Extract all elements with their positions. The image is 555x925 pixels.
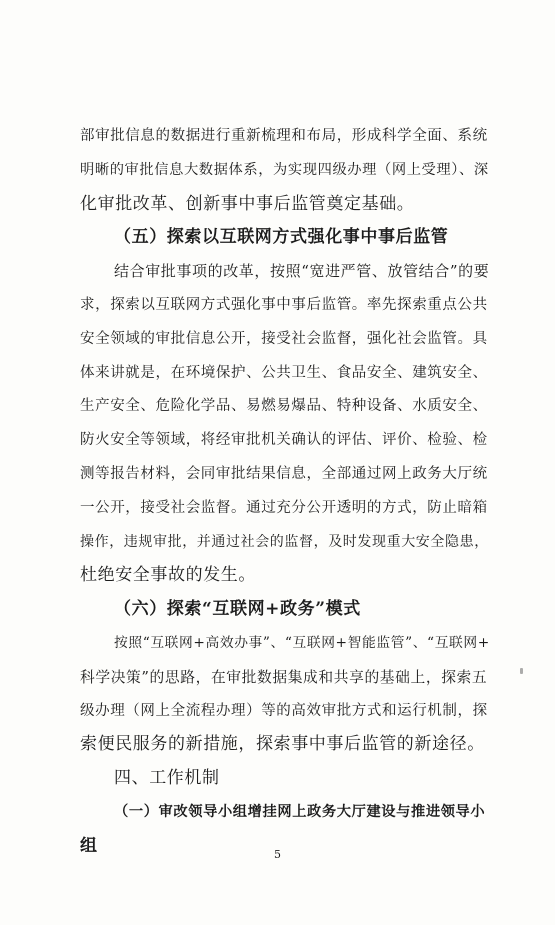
subsection-heading-1-cont: 组 — [80, 835, 98, 856]
paragraph-line: 级办理（网上全流程办理）等的高效审批方式和运行机制，探 — [80, 702, 488, 719]
subsection-heading-1: （一）审改领导小组增挂网上政务大厅建设与推进领导小 — [114, 803, 486, 820]
paragraph-line: 防火安全等领域，将经审批机关确认的评估、评价、检验、检 — [80, 432, 488, 449]
paragraph-line: 一公开，接受社会监督。通过充分公开透明的方式，防止暗箱 — [80, 499, 488, 516]
scan-speck — [520, 668, 523, 674]
body-text — [80, 120, 490, 864]
paragraph-line: 按照“互联网+高效办事”、“互联网+智能监管”、“互联网+ — [114, 634, 490, 651]
page-number: 5 — [274, 848, 281, 861]
paragraph-line: 结合审批事项的改革，按照“宽进严管、放管结合”的要 — [114, 262, 490, 281]
paragraph-line: 测等报告材料，会同审批结果信息，全部通过网上政务大厅统 — [80, 465, 488, 482]
chapter-heading-4: 四、工作机制 — [114, 768, 220, 789]
paragraph-line: 生产安全、危险化学品、易燃易爆品、特种设备、水质安全、 — [80, 398, 488, 415]
paragraph-line: 索便民服务的新措施，探索事中事后监管的新途径。 — [80, 734, 485, 755]
paragraph-line: 求，探索以互联网方式强化事中事后监管。率先探索重点公共 — [80, 296, 488, 313]
paragraph-line: 杜绝安全事故的发生。 — [80, 565, 256, 586]
paragraph-line: 科学决策”的思路，在审批数据集成和共享的基础上，探索五 — [80, 668, 488, 686]
section-heading-5: （五）探索以互联网方式强化事中事后监管 — [114, 227, 449, 248]
paragraph-line: 化审批改革、创新事中事后监管奠定基础。 — [80, 193, 415, 214]
paragraph-line: 部审批信息的数据进行重新梳理和布局，形成科学全面、系统 — [80, 128, 488, 144]
paragraph-line: 体来讲就是，在环境保护、公共卫生、食品安全、建筑安全、 — [80, 364, 488, 381]
paragraph-line: 明晰的审批信息大数据体系，为实现四级办理（网上受理）、深 — [80, 161, 489, 178]
paragraph-line: 安全领域的审批信息公开，接受社会监督，强化社会监管。具 — [80, 330, 488, 347]
section-heading-6: （六）探索“互联网+政务”模式 — [114, 599, 361, 620]
paragraph-line: 操作，违规审批，并通过社会的监督，及时发现重大安全隐患， — [80, 533, 489, 550]
